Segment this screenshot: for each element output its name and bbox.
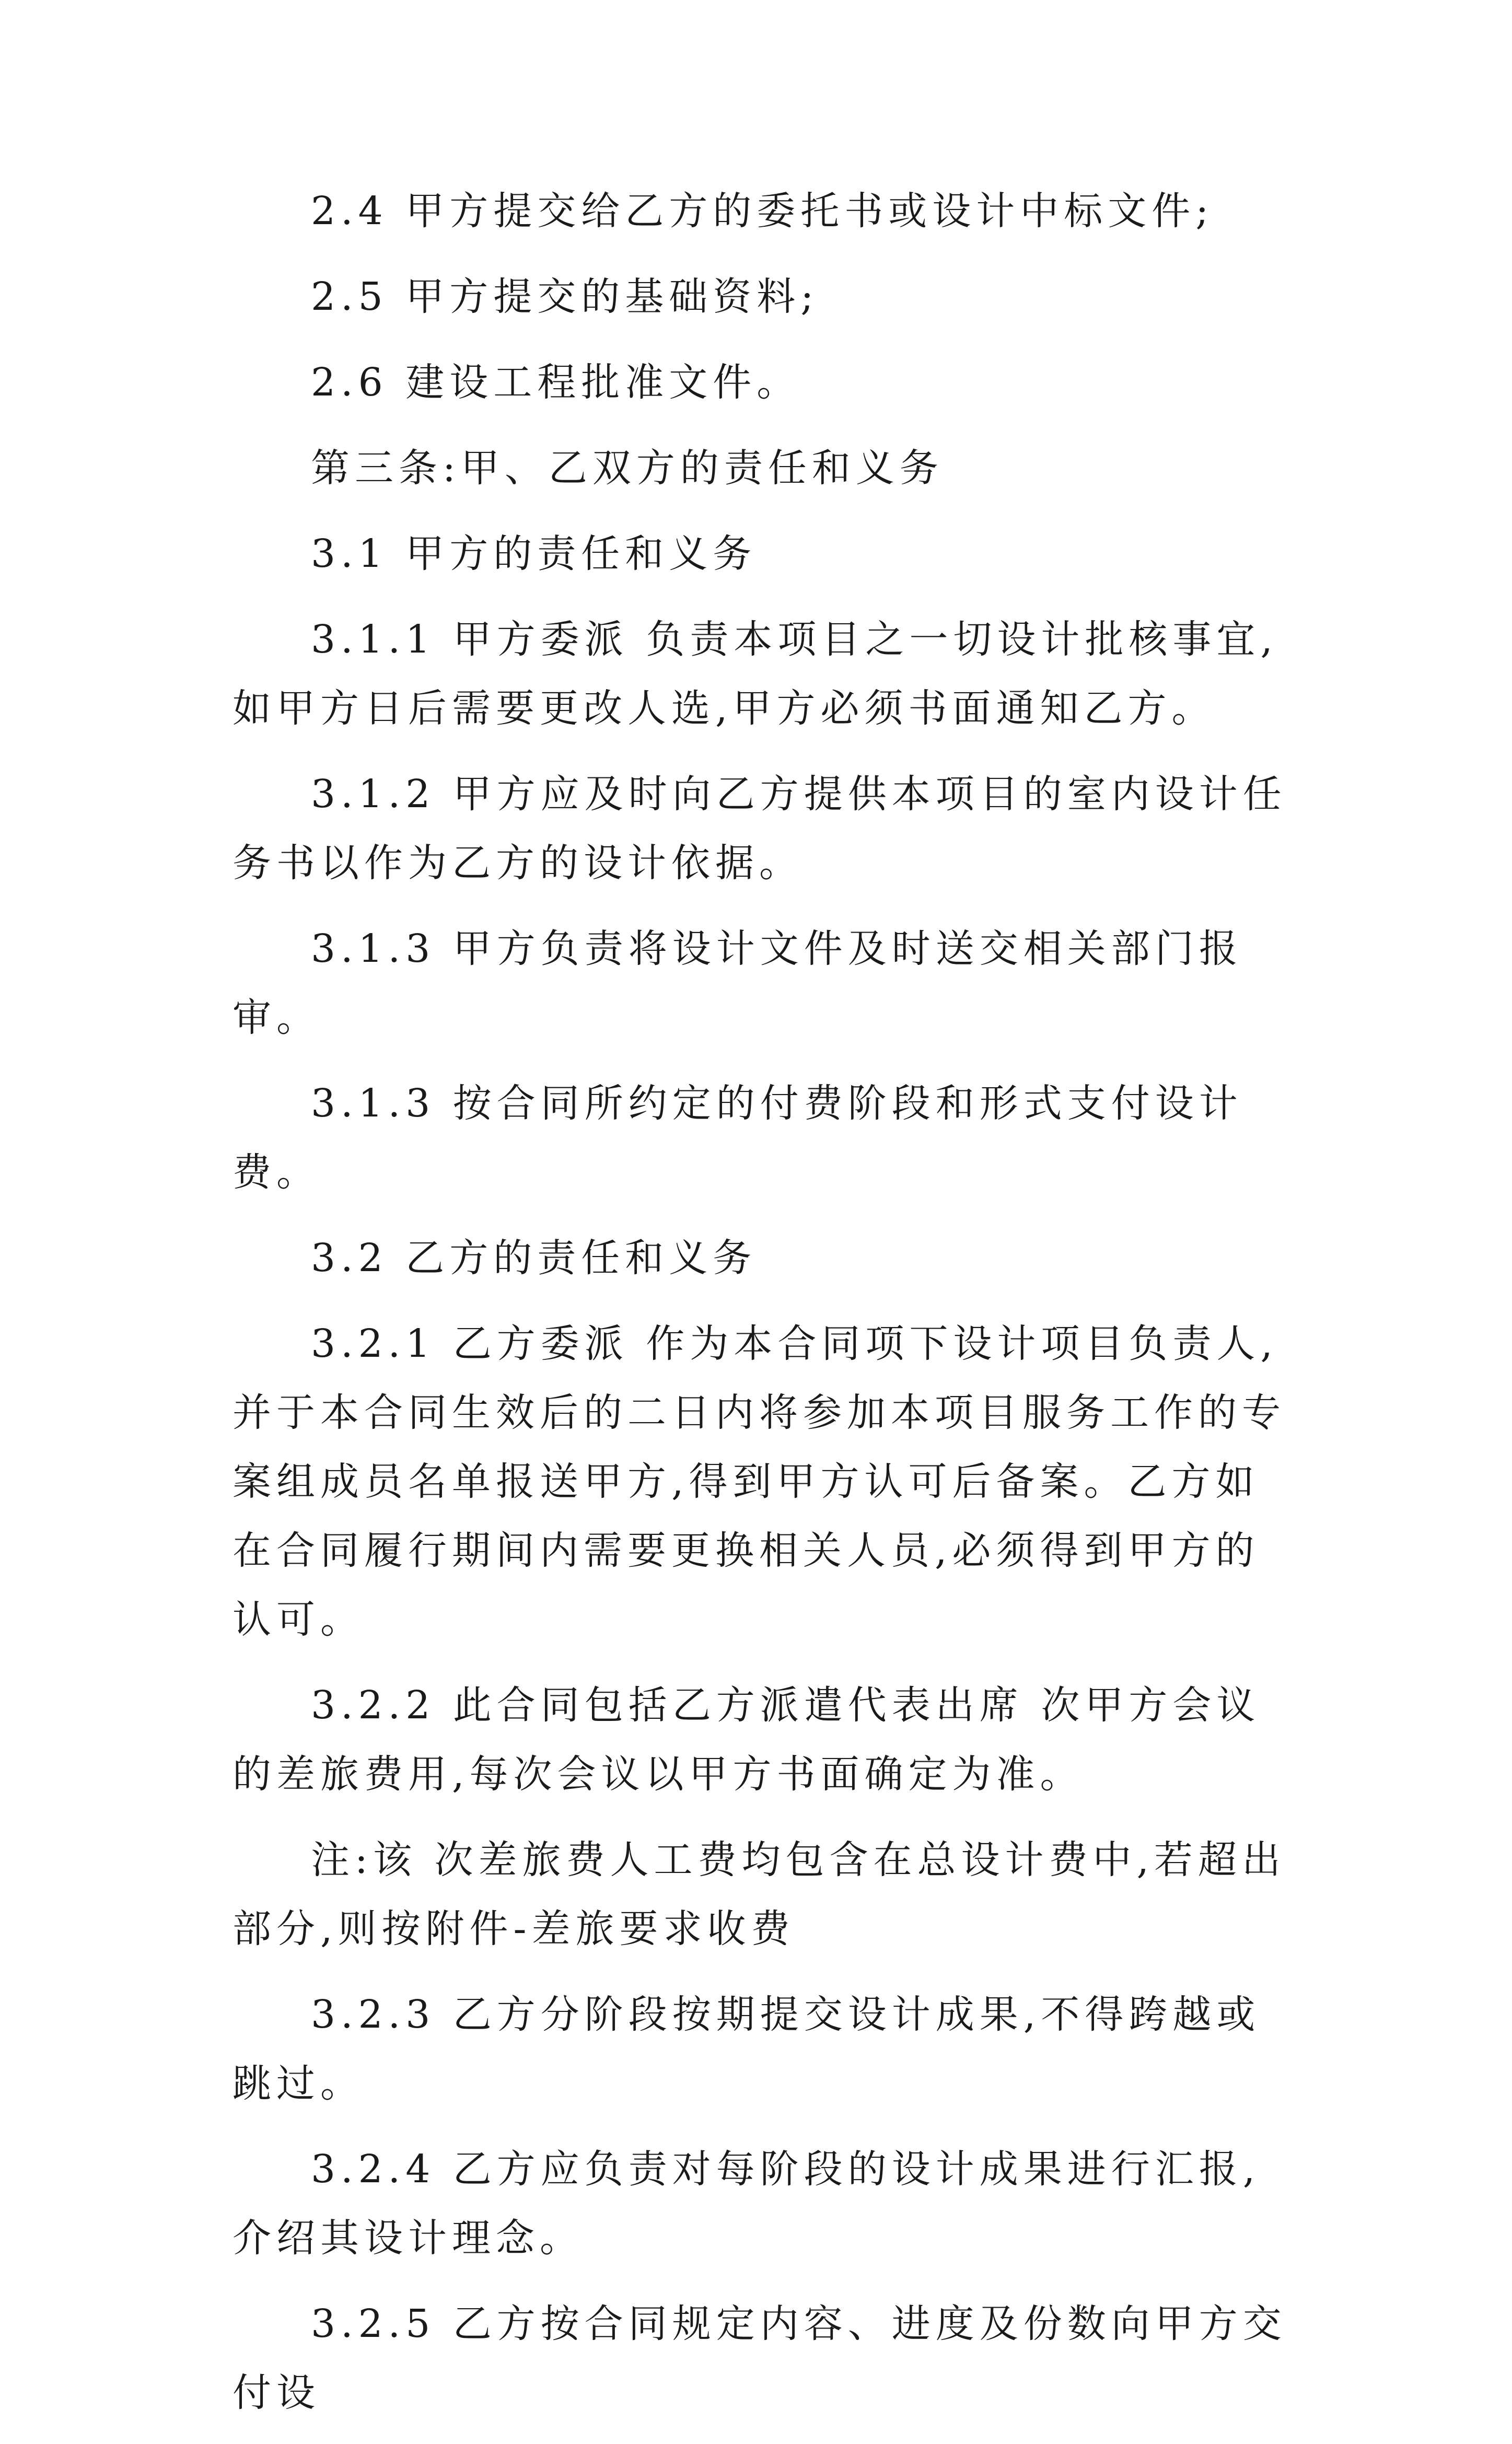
note-paragraph: 注:该 次差旅费人工费均包含在总设计费中,若超出部分,则按附件-差旅要求收费: [232, 1837, 1286, 1951]
section-3-1-heading: 3.1 甲方的责任和义务: [311, 531, 757, 576]
section-3-2-heading: 3.2 乙方的责任和义务: [311, 1236, 757, 1281]
paragraph-2-4: 2.4 甲方提交给乙方的委托书或设计中标文件;: [311, 189, 1214, 234]
article-3-heading: 第三条:甲、乙双方的责任和义务: [311, 446, 944, 491]
paragraph-2-5: 2.5 甲方提交的基础资料;: [311, 274, 819, 319]
paragraph-3-2-4: 3.2.4 乙方应负责对每阶段的设计成果进行汇报,介绍其设计理念。: [232, 2147, 1261, 2261]
paragraph-2-6: 2.6 建设工程批准文件。: [311, 360, 801, 405]
paragraph-3-1-2: 3.1.2 甲方应及时向乙方提供本项目的室内设计任务书以作为乙方的设计依据。: [232, 772, 1287, 886]
paragraph-3-2-5: 3.2.5 乙方按合同规定内容、进度及份数向甲方交付设: [232, 2301, 1287, 2415]
paragraph-3-2-2: 3.2.2 此合同包括乙方派遣代表出席 次甲方会议的差旅费用,每次会议以甲方书面确定为准。: [232, 1683, 1261, 1797]
paragraph-3-1-3b: 3.1.3 按合同所约定的付费阶段和形式支付设计费。: [232, 1081, 1243, 1195]
paragraph-3-2-3: 3.2.3 乙方分阶段按期提交设计成果,不得跨越或跳过。: [232, 1992, 1261, 2106]
paragraph-3-1-3a: 3.1.3 甲方负责将设计文件及时送交相关部门报审。: [232, 926, 1243, 1040]
document-body: [232, 177, 1288, 2444]
paragraph-3-1-1: 3.1.1 甲方委派 负责本项目之一切设计批核事宜,如甲方日后需要更改人选,甲方必须书面通知乙方。: [232, 617, 1278, 731]
paragraph-3-2-1: 3.2.1 乙方委派 作为本合同项下设计项目负责人,并于本合同生效后的二日内将参加本项目服务工作的专案组成员名单报送甲方,得到甲方认可后备案。乙方如在合同履行期间内需要更换相关人员,必须得到甲方的认可。: [232, 1321, 1286, 1642]
